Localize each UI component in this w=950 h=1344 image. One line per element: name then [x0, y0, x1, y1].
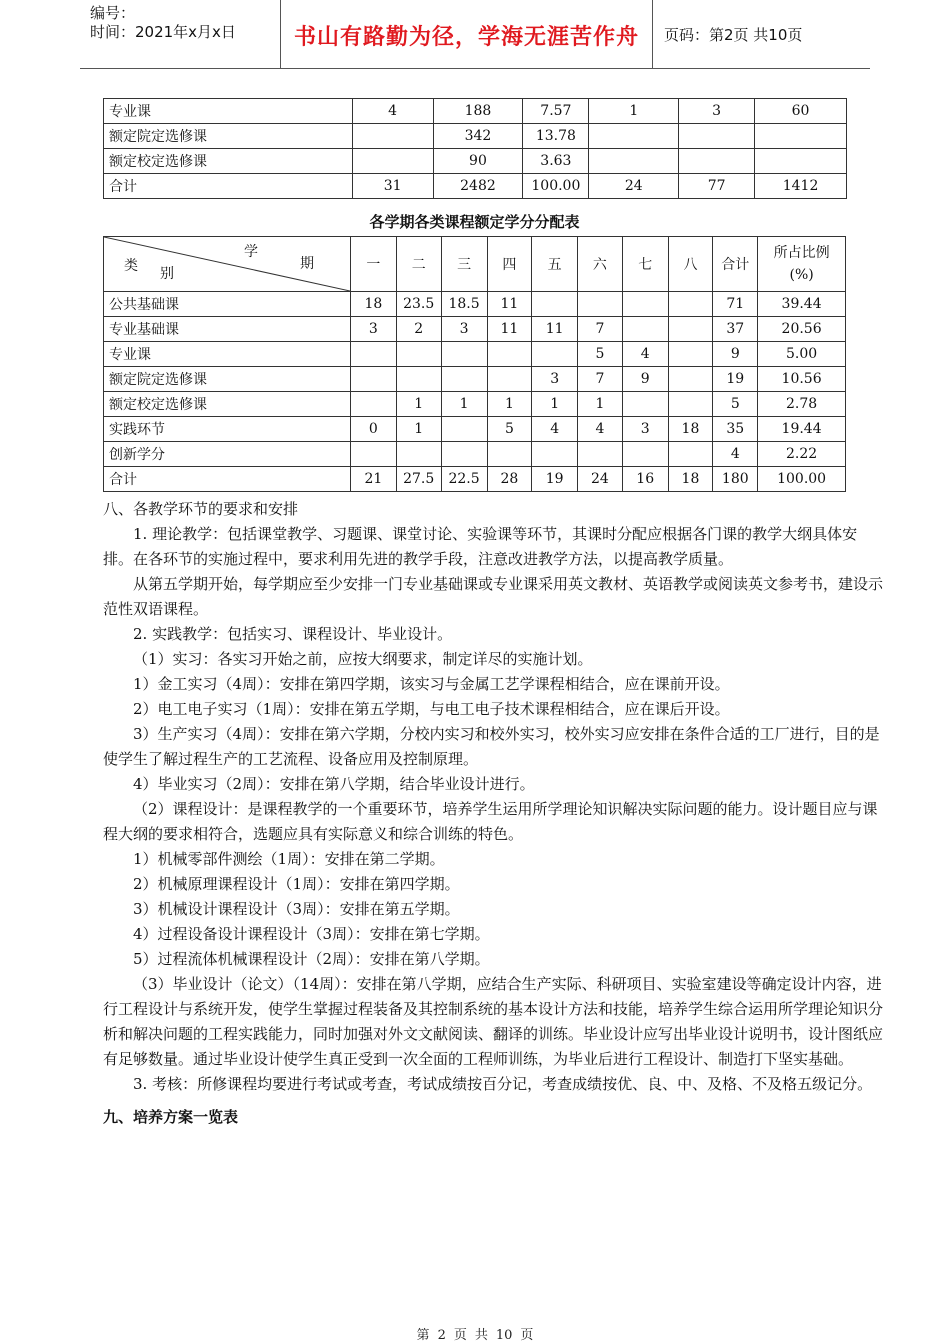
body-text [103, 497, 883, 1130]
table-cell: 合计 [104, 467, 351, 492]
column-header: 二 [396, 237, 441, 292]
table-cell: 4 [713, 442, 758, 467]
header-meta [90, 4, 236, 42]
table-row [104, 124, 847, 149]
paragraph: 1）金工实习（4周）：安排在第四学期，该实习与金属工艺学课程相结合，应在课前开设。 [133, 675, 730, 693]
table-cell [578, 292, 623, 317]
corner-label: 期 [300, 256, 314, 272]
table-cell: 11 [487, 292, 532, 317]
paragraph: 3）生产实习（4周）：安排在第六学期，分校内实习和校外实习，校外实习应安排在条件合适的工厂进行，目的是使学生了解过程生产的工艺流程、设备应用及控制原理。 [103, 725, 880, 768]
column-header: 一 [351, 237, 397, 292]
section-heading: 八、各教学环节的要求和安排 [103, 500, 299, 518]
table-cell: 额定院定选修课 [104, 124, 353, 149]
table-cell: 24 [578, 467, 623, 492]
table-cell: 22.5 [441, 467, 487, 492]
table-cell: 实践环节 [104, 417, 351, 442]
paragraph: 2）机械原理课程设计（1周）：安排在第四学期。 [133, 875, 460, 893]
table-row [104, 342, 846, 367]
table-cell: 77 [679, 174, 755, 199]
table-cell: 35 [713, 417, 758, 442]
table-cell [351, 442, 397, 467]
table-cell: 5.00 [758, 342, 846, 367]
table-cell [668, 342, 713, 367]
table-row [104, 174, 847, 199]
table-cell [668, 442, 713, 467]
table-cell: 23.5 [396, 292, 441, 317]
column-header-ratio [758, 237, 846, 292]
table-cell: 19 [713, 367, 758, 392]
table-cell: 11 [487, 317, 532, 342]
table-cell: 13.78 [523, 124, 589, 149]
footer-text: 页 [520, 1328, 534, 1343]
diagonal-header-cell [104, 237, 350, 291]
table-cell [396, 342, 441, 367]
table-cell: 1 [578, 392, 623, 417]
table-cell: 7 [578, 367, 623, 392]
section-heading: 九、培养方案一览表 [103, 1108, 239, 1126]
table-cell [487, 367, 532, 392]
paragraph: 3. 考核：所修课程均要进行考试或考查，考试成绩按百分记，考查成绩按优、良、中、及格、不及格五级记分。 [133, 1075, 873, 1093]
table-cell [589, 124, 679, 149]
table-cell: 188 [433, 99, 523, 124]
table-cell: 28 [487, 467, 532, 492]
table-cell: 1 [487, 392, 532, 417]
table-cell: 27.5 [396, 467, 441, 492]
table-cell: 31 [352, 174, 433, 199]
table-cell: 4 [532, 417, 578, 442]
paragraph: 3）机械设计课程设计（3周）：安排在第五学期。 [133, 900, 460, 918]
table-cell [396, 367, 441, 392]
table-cell: 1 [589, 99, 679, 124]
table-cell [352, 124, 433, 149]
credit-summary-table [103, 98, 847, 199]
table-cell: 90 [433, 149, 523, 174]
table-cell: 100.00 [523, 174, 589, 199]
table-cell [441, 342, 487, 367]
ratio-header-line: 所占比例 [773, 245, 830, 261]
table-cell [668, 367, 713, 392]
table-cell: 1 [396, 417, 441, 442]
footer-total-pages: 10 [495, 1328, 513, 1343]
table-cell: 16 [622, 467, 668, 492]
header-divider [652, 0, 653, 68]
paragraph: 4）毕业实习（2周）：安排在第八学期，结合毕业设计进行。 [133, 775, 535, 793]
table-cell: 9 [622, 367, 668, 392]
table-cell: 3 [679, 99, 755, 124]
table-cell: 额定校定选修课 [104, 392, 351, 417]
table-cell [679, 149, 755, 174]
table-cell: 1412 [755, 174, 847, 199]
table-cell [532, 442, 578, 467]
table-row [104, 417, 846, 442]
table-cell [622, 317, 668, 342]
table-cell: 3 [441, 317, 487, 342]
table-cell: 11 [532, 317, 578, 342]
table-cell [396, 442, 441, 467]
table-cell [622, 292, 668, 317]
table-cell: 4 [352, 99, 433, 124]
table-cell [351, 342, 397, 367]
table-cell [351, 392, 397, 417]
column-header: 七 [622, 237, 668, 292]
table-cell: 公共基础课 [104, 292, 351, 317]
table-cell [441, 442, 487, 467]
corner-label: 类 [124, 258, 138, 274]
footer-page-number: 2 [437, 1328, 446, 1343]
footer-text: 第 [416, 1328, 430, 1343]
paragraph: （1）实习：各实习开始之前，应按大纲要求，制定详尽的实施计划。 [133, 650, 593, 668]
table-cell [351, 367, 397, 392]
table-cell: 合计 [104, 174, 353, 199]
table-cell: 4 [578, 417, 623, 442]
table-row [104, 367, 846, 392]
table-cell: 7 [578, 317, 623, 342]
table-cell: 4 [622, 342, 668, 367]
table-cell: 5 [713, 392, 758, 417]
paragraph: 从第五学期开始，每学期应至少安排一门专业基础课或专业课采用英文教材、英语教学或阅读英文参考书，建设示范性双语课程。 [103, 575, 884, 618]
table-row [104, 442, 846, 467]
table-cell: 37 [713, 317, 758, 342]
table-cell: 1 [532, 392, 578, 417]
table-cell: 21 [351, 467, 397, 492]
table-row [104, 317, 846, 342]
table-cell [441, 417, 487, 442]
table-header-row [104, 237, 846, 292]
header-motto: 书山有路勤为径，学海无涯苦作舟 [293, 25, 639, 50]
table-cell [755, 149, 847, 174]
table-cell: 24 [589, 174, 679, 199]
table-cell [578, 442, 623, 467]
table-cell: 5 [487, 417, 532, 442]
table-cell: 7.57 [523, 99, 589, 124]
table-row [104, 292, 846, 317]
column-header: 八 [668, 237, 713, 292]
column-header: 六 [578, 237, 623, 292]
header-page-label: 页码：第2页 共10页 [664, 26, 803, 44]
ratio-header-line: (%) [789, 267, 814, 283]
table-cell: 2 [396, 317, 441, 342]
table-cell: 0 [351, 417, 397, 442]
table-cell [755, 124, 847, 149]
table-row [104, 99, 847, 124]
footer-text: 页 [453, 1328, 467, 1343]
table-cell: 71 [713, 292, 758, 317]
page-footer [0, 1324, 950, 1343]
table-cell: 18 [351, 292, 397, 317]
column-header: 三 [441, 237, 487, 292]
table-cell: 专业课 [104, 342, 351, 367]
table-cell: 专业基础课 [104, 317, 351, 342]
table-row [104, 392, 846, 417]
table-cell: 3 [532, 367, 578, 392]
table-cell: 额定校定选修课 [104, 149, 353, 174]
table-cell: 10.56 [758, 367, 846, 392]
table-cell: 3 [351, 317, 397, 342]
paragraph: （2）课程设计：是课程教学的一个重要环节，培养学生运用所学理论知识解决实际问题的能力。设计题目应与课程大纲的要求相符合，选题应具有实际意义和综合训练的特色。 [103, 800, 878, 843]
table-cell: 额定院定选修课 [104, 367, 351, 392]
table-cell: 100.00 [758, 467, 846, 492]
table-cell: 创新学分 [104, 442, 351, 467]
table-cell: 专业课 [104, 99, 353, 124]
paragraph: 2. 实践教学：包括实习、课程设计、毕业设计。 [133, 625, 453, 643]
column-header: 四 [487, 237, 532, 292]
table-cell: 2.78 [758, 392, 846, 417]
table-cell: 20.56 [758, 317, 846, 342]
table-cell: 1 [441, 392, 487, 417]
table-cell: 2.22 [758, 442, 846, 467]
table-cell: 18 [668, 467, 713, 492]
table2-title: 各学期各类课程额定学分分配表 [369, 213, 580, 231]
time-label: 时间：2021年x月x日 [90, 23, 236, 41]
paragraph: 4）过程设备设计课程设计（3周）：安排在第七学期。 [133, 925, 490, 943]
column-header: 五 [532, 237, 578, 292]
table-cell [487, 342, 532, 367]
table-cell [532, 342, 578, 367]
semester-credit-table [103, 236, 846, 492]
table-cell: 19 [532, 467, 578, 492]
table-cell: 18 [668, 417, 713, 442]
table-cell [668, 392, 713, 417]
paragraph: （3）毕业设计（论文）（14周）：安排在第八学期，应结合生产实际、科研项目、实验室建设等确定设计内容，进行工程设计与系统开发，使学生掌握过程装备及其控制系统的基本设计方法和技能，培养学生综合运用所学理论知识分析和解决问题的工程实践能力，同时加强对外文文献阅读、翻译的训练。毕业设计应写出毕业设计说明书，设计图纸应有足够数量。通过毕业设计使学生真正受到一次全面的工程师训练，为毕业后进行工程设计、制造打下坚实基础。 [103, 975, 884, 1068]
table-cell [679, 124, 755, 149]
table-cell [441, 367, 487, 392]
paragraph: 2）电工电子实习（1周）：安排在第五学期，与电工电子技术课程相结合，应在课后开设。 [133, 700, 730, 718]
table-cell: 5 [578, 342, 623, 367]
table-cell: 1 [396, 392, 441, 417]
table-cell [532, 292, 578, 317]
paragraph: 1）机械零部件测绘（1周）：安排在第二学期。 [133, 850, 445, 868]
table-cell [352, 149, 433, 174]
table-cell [668, 292, 713, 317]
corner-label: 别 [160, 266, 174, 282]
number-label: 编号： [90, 4, 136, 22]
table-cell: 3 [622, 417, 668, 442]
table-row [104, 467, 846, 492]
corner-label: 学 [244, 244, 258, 260]
table-cell [589, 149, 679, 174]
paragraph: 5）过程流体机械课程设计（2周）：安排在第八学期。 [133, 950, 490, 968]
table-cell: 18.5 [441, 292, 487, 317]
table-cell [487, 442, 532, 467]
table-cell: 2482 [433, 174, 523, 199]
page-header [80, 0, 870, 69]
table-cell: 9 [713, 342, 758, 367]
table-cell: 39.44 [758, 292, 846, 317]
footer-text: 共 [474, 1328, 488, 1343]
table-cell: 3.63 [523, 149, 589, 174]
column-header: 合计 [713, 237, 758, 292]
table-cell: 180 [713, 467, 758, 492]
table-cell: 342 [433, 124, 523, 149]
paragraph: 1. 理论教学：包括课堂教学、习题课、课堂讨论、实验课等环节，其课时分配应根据各门课的教学大纲具体安排。在各环节的实施过程中，要求利用先进的教学手段，注意改进教学方法，以提高教学质量。 [103, 525, 858, 568]
table-cell: 60 [755, 99, 847, 124]
table-row [104, 149, 847, 174]
table-cell [622, 442, 668, 467]
table-cell [668, 317, 713, 342]
table-cell [622, 392, 668, 417]
table-cell: 19.44 [758, 417, 846, 442]
